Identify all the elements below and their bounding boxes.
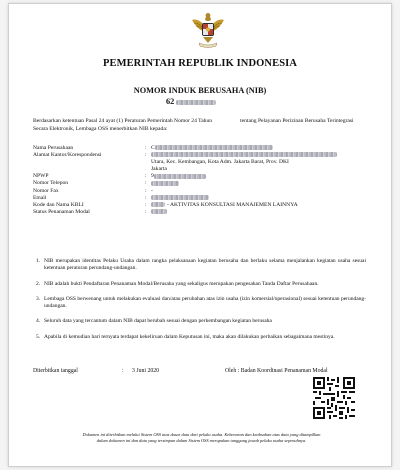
- field-value: [151, 145, 273, 151]
- field-label: NPWP: [33, 173, 49, 180]
- document-title: NOMOR INDUK BERUSAHA (NIB): [133, 86, 267, 95]
- intro-paragraph: [33, 118, 369, 133]
- field-value-text: 9: [151, 173, 154, 180]
- field-label: Email: [33, 194, 47, 201]
- field-row: [33, 145, 373, 152]
- field-value: -: [151, 187, 153, 194]
- company-fields: [33, 145, 373, 216]
- redacted: [151, 181, 179, 186]
- nib-prefix: 62: [166, 97, 175, 106]
- list-text: Lembaga OSS berwenang untuk melakukan evaluasi dan/atau perubahan atas izin usaha (izin komersial/operasional) sesuai ketentuan perundang-undangan.: [44, 295, 366, 310]
- field-row: [33, 209, 373, 216]
- government-title: PEMERINTAH REPUBLIK INDONESIA: [102, 58, 298, 69]
- field-row: [33, 202, 373, 209]
- field-row: [33, 159, 373, 166]
- redacted: [151, 152, 337, 157]
- field-colon: :: [145, 187, 147, 194]
- field-value: [151, 209, 167, 215]
- list-number: 1.: [36, 258, 41, 264]
- list-number: 5.: [36, 333, 41, 340]
- field-value-text: C: [151, 145, 155, 151]
- list-item: [36, 296, 366, 311]
- field-label: Nomor Fax: [33, 187, 59, 194]
- list-number: 4.: [36, 318, 41, 325]
- footer-line1: Dokumen ini diterbitkan melalui Sistem OSS atas dasar data dari pelaku usaha. Kebenaran dan keabsahan atas data yang ditampilkan: [82, 432, 321, 437]
- intro-part2: tentang Pelayanan Perizinan Berusaha Terintegrasi Secara Elektronik, Lembaga OSS menerbitkan NIB kepada:: [33, 118, 354, 132]
- field-label: Status Penanaman Modal: [33, 208, 90, 215]
- field-label: Nomor Telepon: [33, 180, 69, 187]
- field-label: Alamat Kantor/Korespondensi: [33, 152, 102, 159]
- field-row: [33, 173, 373, 180]
- intro-part1: Berdasarkan ketentuan Pasal 24 ayat (1) Peraturan Pemerintah Nomor 24 Tahun: [33, 118, 213, 124]
- field-label: Kode dan Nama KBLI: [33, 201, 84, 208]
- list-item: [36, 281, 366, 288]
- redacted: [151, 209, 167, 214]
- field-label: Nama Perusahaan: [33, 145, 74, 151]
- field-value: [151, 202, 298, 208]
- issuance-label: Diterbitkan tanggal: [33, 368, 78, 374]
- document-page: [8, 3, 392, 467]
- field-row: [33, 166, 373, 173]
- issuance-colon: :: [122, 368, 124, 374]
- list-number: 2.: [36, 280, 41, 287]
- field-value-text: - AKTIVITAS KONSULTASI MANAJEMEN LAINNYA: [167, 201, 298, 208]
- list-number: 3.: [36, 295, 41, 302]
- field-value-line2: Utara, Kec. Kembangan, Kota Adm. Jakarta Barat, Prov. DKI: [151, 159, 289, 166]
- nib-redacted: [176, 100, 216, 105]
- field-row: [33, 188, 373, 195]
- list-item: [36, 334, 366, 341]
- garuda-emblem-icon: [188, 10, 228, 50]
- field-colon: :: [145, 173, 147, 180]
- redacted: [155, 145, 273, 150]
- issuer-name: Oleh : Badan Koordinasi Penanaman Modal: [225, 368, 328, 374]
- footer-disclaimer: [29, 432, 374, 444]
- list-text: Apabila di kemudian hari ternyata terdapat kekeliruan dalam Keputusan ini, maka akan dilakukan perbaikan sebagaimana mestinya.: [44, 333, 335, 340]
- field-colon: :: [145, 194, 147, 201]
- list-text: Seluruh data yang tercantum dalam NIB dapat berubah sesuai dengan perkembangan kegiatan berusaha: [44, 318, 272, 325]
- redacted: [154, 174, 206, 179]
- field-colon: :: [145, 152, 147, 159]
- redacted: [151, 202, 165, 207]
- field-value: [151, 195, 209, 201]
- nib-number: [166, 97, 216, 106]
- list-item: [36, 318, 366, 325]
- field-colon: :: [145, 180, 147, 187]
- field-row: [33, 180, 373, 187]
- redacted: [151, 195, 209, 200]
- field-value: [151, 173, 206, 179]
- field-row: [33, 195, 373, 202]
- field-colon: :: [145, 145, 147, 151]
- field-value-line3: Jakarta: [151, 166, 167, 173]
- issuance-date: 3 Juni 2020: [132, 368, 160, 374]
- issuance-block: [33, 368, 160, 374]
- field-value: [151, 180, 179, 186]
- field-colon: :: [145, 208, 147, 215]
- list-text: NIB adalah bukti Pendaftaran Penanaman Modal/Berusaha yang sekaligus merupakan pengesahan Tanda Daftar Perusahaan.: [44, 280, 319, 287]
- list-item: [36, 258, 366, 273]
- field-colon: :: [145, 201, 147, 208]
- field-value: [151, 152, 337, 158]
- notes-list: [36, 258, 366, 349]
- field-row: [33, 152, 373, 159]
- list-text: NIB merupakan identitas Pelaku Usaha dalam rangka pelaksanaan kegiatan berusaha dan berlaku selama menjalankan kegiatan usaha sesuai ketentuan peraturan perundang-undangan.: [44, 258, 366, 272]
- footer-line2: dalam dokumen ini dan data yang tersimpan dalam Sistem OSS merupakan tanggung jawab pelaku usaha sepenuhnya.: [96, 438, 307, 443]
- qr-code-icon: [312, 376, 356, 420]
